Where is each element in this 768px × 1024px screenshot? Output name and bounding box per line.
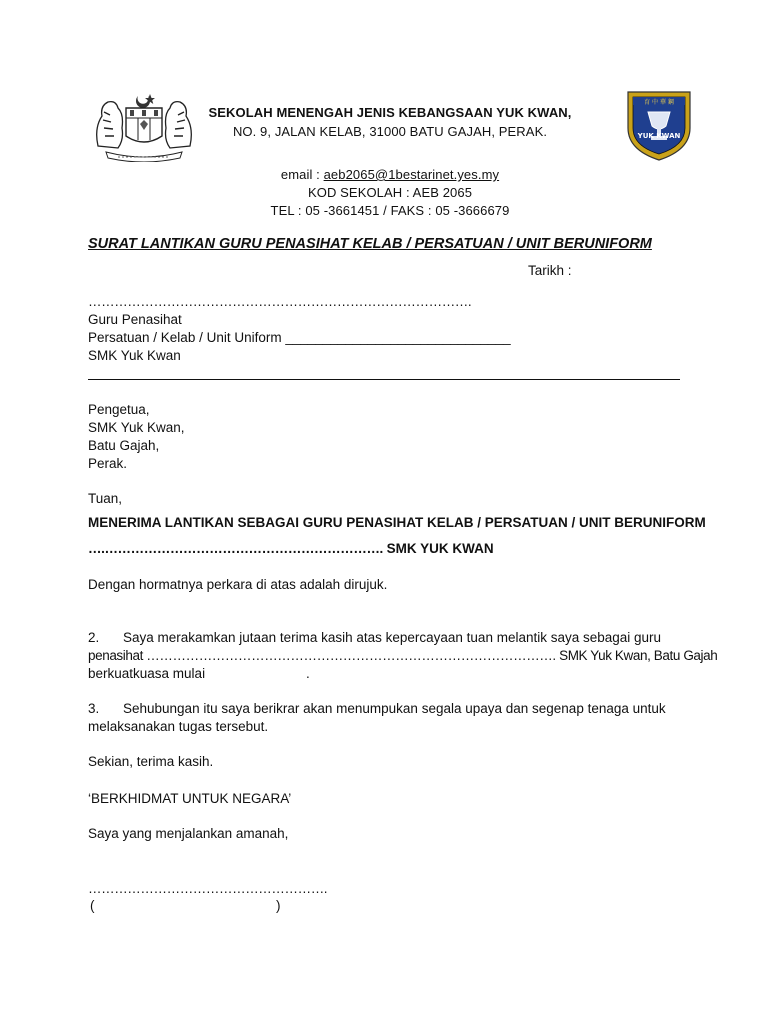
subject-school: SMK YUK KWAN [382, 541, 494, 556]
recipient-line-4: Perak. [88, 456, 128, 471]
paragraph-2-line-3: berkuatkuasa mulai [88, 666, 206, 681]
school-code: KOD SEKOLAH : AEB 2065 [307, 185, 473, 200]
recipient-line-2: SMK Yuk Kwan, [88, 420, 185, 435]
subject-heading: MENERIMA LANTIKAN SEBAGAI GURU PENASIHAT KELAB / PERSATUAN / UNIT BERUNIFORM [88, 515, 706, 530]
paragraph-2-number: 2. [88, 630, 100, 645]
email-line [200, 167, 580, 182]
recipient-line-3: Batu Gajah, [88, 438, 160, 453]
divider-line [88, 379, 680, 380]
name-open-bracket: ( [90, 898, 95, 913]
school-crest-logo [624, 88, 694, 162]
sign-off: Saya yang menjalankan amanah, [88, 826, 289, 841]
recipient-line-1: Pengetua, [88, 402, 150, 417]
name-close-bracket: ) [276, 898, 281, 913]
school-name: SEKOLAH MENENGAH JENIS KEBANGSAAN YUK KWAN, [208, 105, 572, 120]
letter-title: SURAT LANTIKAN GURU PENASIHAT KELAB / PERSATUAN / UNIT BERUNIFORM [88, 236, 652, 252]
school-address: NO. 9, JALAN KELAB, 31000 BATU GAJAH, PERAK. [232, 124, 548, 139]
email-link[interactable]: aeb2065@1bestarinet.yes.my [323, 167, 500, 182]
phone-fax: TEL : 05 -3661451 / FAKS : 05 -3666679 [270, 203, 510, 218]
sender-school: SMK Yuk Kwan [88, 348, 181, 363]
paragraph-2-line-1: Saya merakamkan jutaan terima kasih atas kepercayaan tuan melantik saya sebagai guru [123, 630, 662, 645]
sender-name-dots: ……………………………………………………………………………. [88, 294, 472, 309]
paragraph-3-line-2: melaksanakan tugas tersebut. [88, 719, 269, 734]
subject-line-2 [88, 540, 494, 558]
paragraph-3-line-1: Sehubungan itu saya berikrar akan menumpukan segala upaya dan segenap tenaga untuk [123, 701, 666, 716]
subject-dots: ….………………………………………………………. [88, 541, 383, 556]
date-label: Tarikh : [528, 263, 572, 278]
sender-role: Guru Penasihat [88, 312, 182, 327]
crest-label: YUK KWAN [637, 132, 681, 140]
paragraph-2-line-2: penasihat …………………………………………………………………………………. SMK Yuk Kwan, Batu Gajah [88, 648, 718, 663]
coat-of-arms-logo [88, 88, 200, 162]
salutation: Tuan, [88, 491, 123, 506]
paragraph-2-end: . [306, 666, 310, 681]
closing: Sekian, terima kasih. [88, 754, 214, 769]
signature-dots: ………………………………………………. [88, 881, 328, 896]
paragraph-1: Dengan hormatnya perkara di atas adalah dirujuk. [88, 577, 388, 592]
sender-unit: Persatuan / Kelab / Unit Uniform ______________________________ [88, 330, 511, 345]
email-label: email : [280, 167, 324, 182]
svg-text:育 中 華 鋼: 育 中 華 鋼 [644, 99, 674, 106]
motto: ‘BERKHIDMAT UNTUK NEGARA’ [88, 791, 292, 806]
paragraph-3-number: 3. [88, 701, 100, 716]
